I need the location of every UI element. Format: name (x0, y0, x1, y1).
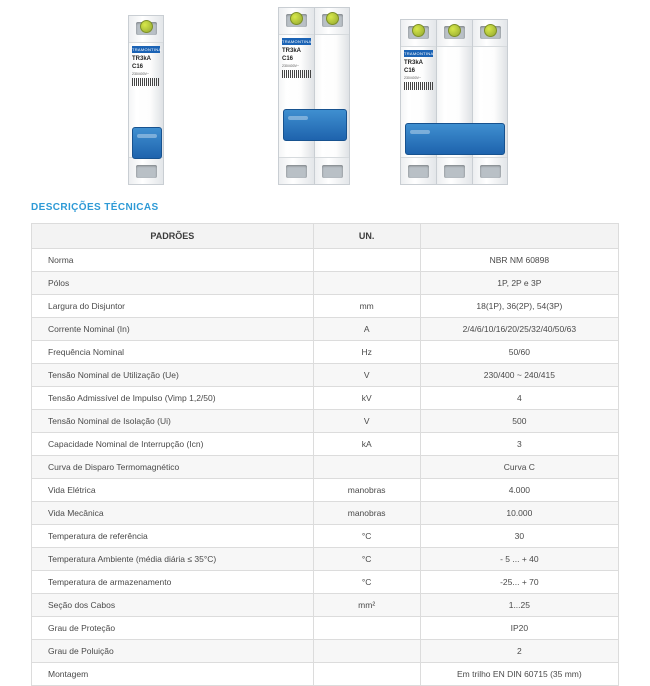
spec-value: 230/400 ~ 240/415 (420, 364, 618, 387)
voltage-text: 230/400V~ (404, 75, 422, 80)
table-row (32, 295, 619, 318)
spec-label: Tensão Nominal de Utilização (Ue) (32, 364, 314, 387)
product-label (404, 50, 433, 90)
spec-table (31, 223, 619, 686)
model-code: TR3kA (132, 56, 152, 63)
spec-value: - 5 ... + 40 (420, 548, 618, 571)
spec-value: IP20 (420, 617, 618, 640)
table-row (32, 249, 619, 272)
spec-unit: manobras (313, 502, 420, 525)
spec-label: Temperatura de armazenamento (32, 571, 314, 594)
spec-unit: V (313, 410, 420, 433)
barcode-icon (132, 78, 160, 86)
spec-label: Pólos (32, 272, 314, 295)
voltage-text: 230/400V~ (282, 63, 300, 68)
table-row (32, 502, 619, 525)
table-row (32, 364, 619, 387)
table-row (32, 272, 619, 295)
table-row (32, 318, 619, 341)
table-body (32, 249, 619, 686)
column-header-un: UN. (313, 224, 420, 249)
table-row (32, 594, 619, 617)
table-row (32, 640, 619, 663)
spec-label: Frequência Nominal (32, 341, 314, 364)
terminal-screw-icon (290, 12, 303, 25)
spec-table-wrapper (31, 223, 619, 686)
spec-value: 18(1P), 36(2P), 54(3P) (420, 295, 618, 318)
spec-value: 1...25 (420, 594, 618, 617)
barcode-icon (404, 82, 433, 90)
spec-value: 3 (420, 433, 618, 456)
table-row (32, 548, 619, 571)
toggle-lever (405, 123, 505, 155)
spec-value: 30 (420, 525, 618, 548)
spec-unit: °C (313, 548, 420, 571)
curve-code: C16 (132, 64, 144, 71)
spec-unit (313, 456, 420, 479)
spec-unit: manobras (313, 479, 420, 502)
product-label (132, 46, 160, 86)
toggle-lever (283, 109, 347, 141)
table-row (32, 387, 619, 410)
spec-unit (313, 640, 420, 663)
spec-unit: Hz (313, 341, 420, 364)
spec-unit: A (313, 318, 420, 341)
spec-value: 4.000 (420, 479, 618, 502)
table-header-row (32, 224, 619, 249)
pole (314, 7, 350, 185)
toggle-lever (132, 127, 162, 159)
pole (128, 15, 164, 185)
table-row (32, 571, 619, 594)
table-head (32, 224, 619, 249)
table-row (32, 479, 619, 502)
spec-label: Temperatura de referência (32, 525, 314, 548)
spec-value: -25... + 70 (420, 571, 618, 594)
terminal-screw-icon (412, 24, 425, 37)
terminal-screw-icon (326, 12, 339, 25)
spec-value: Em trilho EN DIN 60715 (35 mm) (420, 663, 618, 686)
voltage-text: 230/400V~ (132, 71, 150, 76)
disjuntor-1p-image (128, 15, 166, 185)
table-row (32, 525, 619, 548)
table-row (32, 617, 619, 640)
spec-label: Grau de Poluição (32, 640, 314, 663)
spec-value: 10.000 (420, 502, 618, 525)
model-code: TR3kA (282, 48, 302, 55)
disjuntor-3p-image (400, 19, 512, 185)
product-image-strip (0, 0, 650, 185)
spec-unit: V (313, 364, 420, 387)
spec-value: 4 (420, 387, 618, 410)
spec-label: Corrente Nominal (In) (32, 318, 314, 341)
pole (278, 7, 314, 185)
spec-label: Tensão Admissível de Impulso (Vimp 1,2/50) (32, 387, 314, 410)
disjuntor-2p-image (278, 7, 352, 185)
din-notch-bottom (401, 157, 436, 184)
table-row (32, 433, 619, 456)
spec-label: Grau de Proteção (32, 617, 314, 640)
din-notch-bottom (129, 157, 163, 184)
model-code: TR3kA (404, 60, 424, 67)
spec-label: Vida Mecânica (32, 502, 314, 525)
curve-code: C16 (282, 56, 294, 63)
spec-unit: °C (313, 571, 420, 594)
section-title: DESCRIÇÕES TÉCNICAS (31, 202, 159, 213)
pole (436, 19, 472, 185)
terminal-screw-icon (448, 24, 461, 37)
table-row (32, 410, 619, 433)
product-label (282, 38, 311, 78)
brand-name: TRAMONTINA (282, 39, 312, 44)
spec-unit: kA (313, 433, 420, 456)
terminal-screw-icon (140, 20, 153, 33)
spec-value: 500 (420, 410, 618, 433)
spec-value: NBR NM 60898 (420, 249, 618, 272)
spec-label: Curva de Disparo Termomagnético (32, 456, 314, 479)
spec-label: Montagem (32, 663, 314, 686)
spec-label: Capacidade Nominal de Interrupção (Icn) (32, 433, 314, 456)
spec-label: Tensão Nominal de Isolação (Ui) (32, 410, 314, 433)
spec-label: Largura do Disjuntor (32, 295, 314, 318)
terminal-screw-icon (484, 24, 497, 37)
brand-name: TRAMONTINA (404, 51, 434, 56)
spec-unit (313, 272, 420, 295)
spec-unit (313, 617, 420, 640)
spec-value: 50/60 (420, 341, 618, 364)
spec-unit (313, 663, 420, 686)
spec-label: Norma (32, 249, 314, 272)
column-header-valor (420, 224, 618, 249)
din-notch-bottom (315, 157, 349, 184)
spec-label: Temperatura Ambiente (média diária ≤ 35°C) (32, 548, 314, 571)
barcode-icon (282, 70, 311, 78)
spec-label: Seção dos Cabos (32, 594, 314, 617)
brand-name: TRAMONTINA (132, 47, 162, 52)
spec-value: Curva C (420, 456, 618, 479)
pole (472, 19, 508, 185)
table-row (32, 456, 619, 479)
spec-value: 2/4/6/10/16/20/25/32/40/50/63 (420, 318, 618, 341)
curve-code: C16 (404, 68, 416, 75)
table-row (32, 341, 619, 364)
din-notch-bottom (437, 157, 472, 184)
spec-unit: kV (313, 387, 420, 410)
din-notch-bottom (279, 157, 314, 184)
spec-unit: °C (313, 525, 420, 548)
spec-value: 1P, 2P e 3P (420, 272, 618, 295)
spec-value: 2 (420, 640, 618, 663)
spec-unit (313, 249, 420, 272)
din-notch-bottom (473, 157, 507, 184)
spec-unit: mm (313, 295, 420, 318)
pole (400, 19, 436, 185)
spec-label: Vida Elétrica (32, 479, 314, 502)
table-row (32, 663, 619, 686)
spec-unit: mm² (313, 594, 420, 617)
column-header-padroes: PADRÕES (32, 224, 314, 249)
